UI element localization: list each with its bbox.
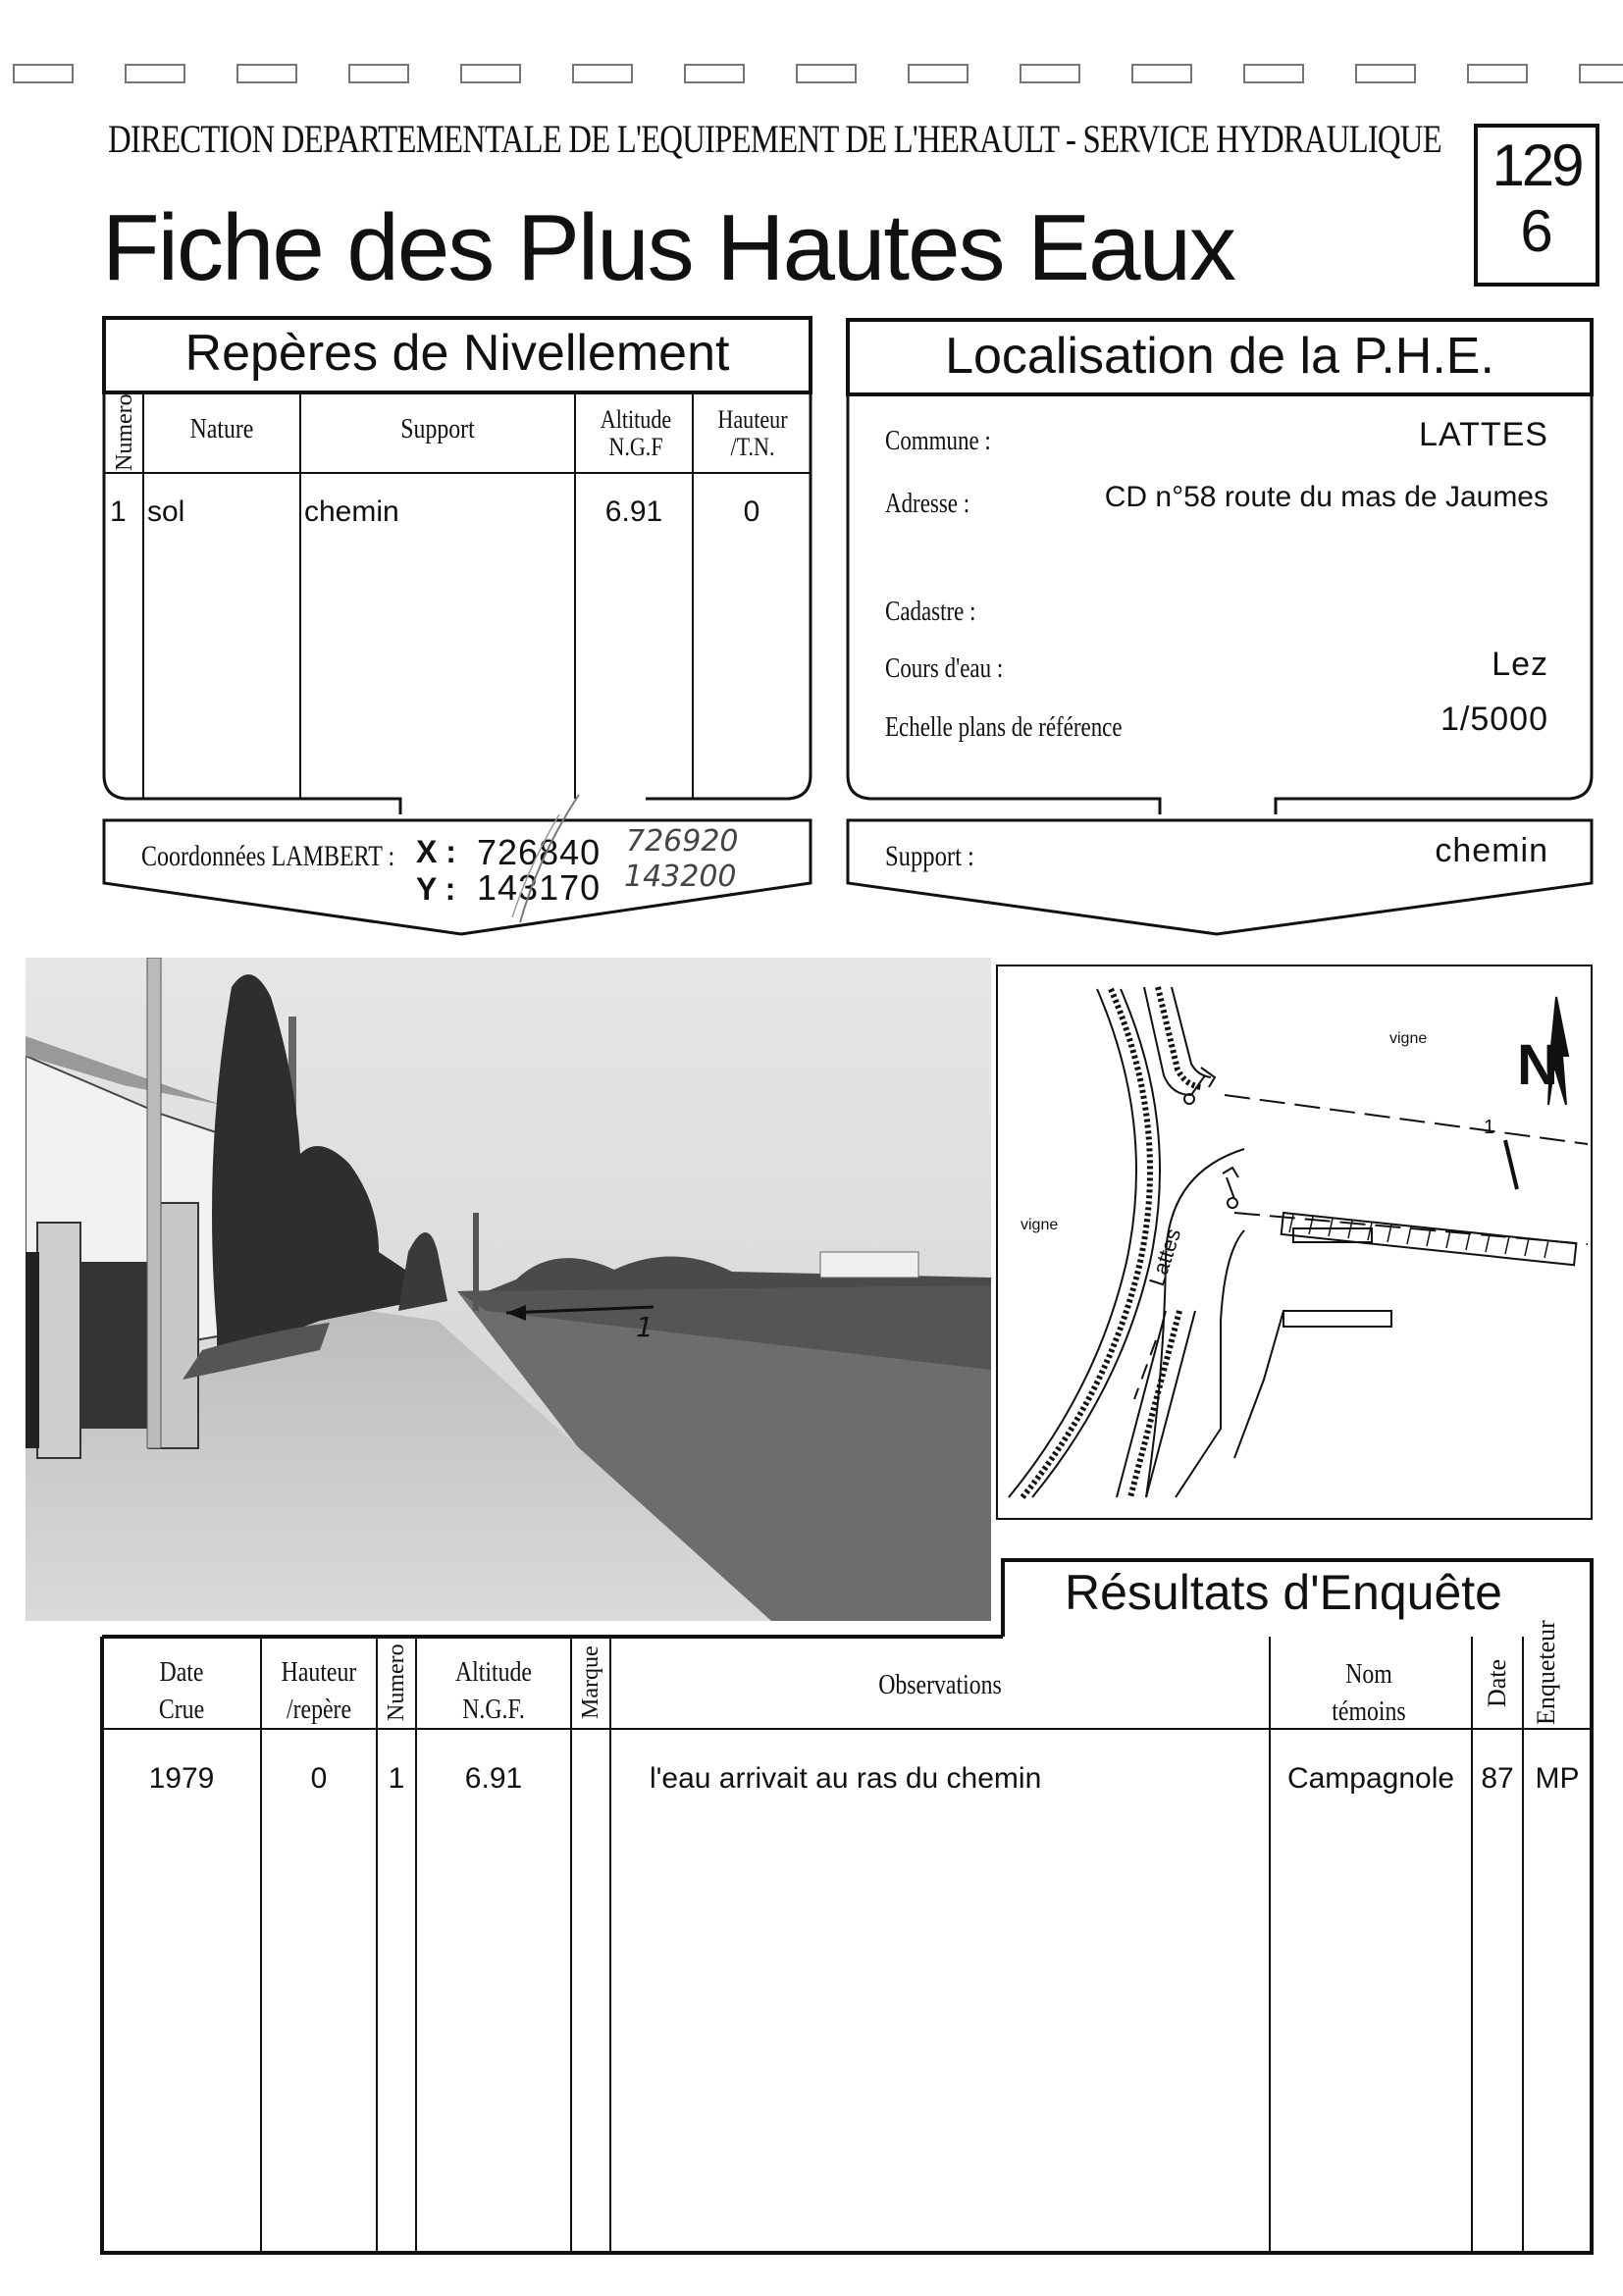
site-photo [26,958,991,1621]
localisation-title: Localisation de la P.H.E. [945,328,1494,385]
coord-x-value: 726840 [477,832,602,872]
page-title: Fiche des Plus Hautes Eaux [102,195,1234,300]
res-col-numero: Numero [384,1644,409,1722]
res-numero: 1 [388,1762,405,1795]
res-date: 87 [1481,1762,1514,1795]
res-col-date-crue: Date Crue [158,1657,205,1725]
res-col-enqueteur: Enqueteur [1532,1620,1560,1726]
support-value: chemin [1435,832,1548,869]
commune-label: Commune : [885,426,991,456]
cours-eau-label: Cours d'eau : [885,653,1004,684]
cours-eau-value: Lez [1492,646,1548,683]
res-col-hauteur: Hauteur /repère [281,1657,357,1725]
site-plan-drawing [999,967,1590,1517]
commune-value: LATTES [1419,416,1548,453]
cadastre-label: Cadastre : [885,597,976,627]
res-observations: l'eau arrivait au ras du chemin [650,1762,1042,1795]
res-hauteur: 0 [310,1762,328,1795]
fiche-sub-number: 6 [1520,198,1553,264]
adresse-value: CD n°58 route du mas de Jaumes [1104,481,1548,513]
map-label-marker: 1 [1484,1117,1495,1138]
res-nom: Campagnole [1286,1762,1455,1795]
pencil-strike [461,785,602,932]
repere-hauteur: 0 [743,496,760,528]
echelle-value: 1/5000 [1440,701,1548,738]
res-col-observations: Observations [878,1670,1002,1700]
resultats-title: Résultats d'Enquête [1065,1565,1502,1620]
col-support: Support [400,414,475,444]
res-col-nom: Nom témoins [1332,1659,1406,1727]
map-label-lattes: Lattes [1144,1225,1186,1289]
res-col-date: Date [1483,1658,1511,1707]
coordonnees-label: Coordonnées LAMBERT : [141,840,395,872]
fiche-number: 129 [1492,132,1582,198]
support-label: Support : [885,840,974,872]
map-label-vigne-top: vigne [1389,1030,1428,1047]
adresse-label: Adresse : [885,489,970,519]
coord-y-label: Y : [416,871,456,907]
photo-marker-label: 1 [636,1311,654,1343]
coord-y-value: 143170 [477,867,602,908]
col-nature: Nature [189,414,254,444]
coord-x-label: X : [416,834,456,869]
photo-road-scene [26,958,991,1621]
echelle-label: Echelle plans de référence [885,712,1123,743]
north-label: N [1517,1033,1558,1097]
repere-altitude: 6.91 [604,496,663,528]
col-hauteur: Hauteur /T.N. [717,405,788,461]
organisation-header: DIRECTION DEPARTEMENTALE DE L'EQUIPEMENT DE L'HERAULT - SERVICE HYDRAULIQUE [108,117,1441,161]
reperes-title: Repères de Nivellement [184,325,730,382]
col-altitude: Altitude N.G.F [600,405,672,461]
res-enqueteur: MP [1535,1762,1580,1795]
map-label-vigne-left: vigne [1021,1217,1059,1233]
repere-nature: sol [147,496,185,528]
res-altitude: 6.91 [464,1762,523,1795]
res-col-marque: Marque [578,1645,603,1720]
col-numero: Numero [112,393,137,471]
res-date-crue: 1979 [148,1762,215,1795]
repere-support: chemin [304,496,399,528]
repere-numero: 1 [110,496,127,528]
res-col-altitude: Altitude N.G.F. [454,1657,532,1725]
coord-y-handwritten: 143200 [624,860,737,894]
site-plan [999,967,1590,1517]
coord-x-handwritten: 726920 [626,824,739,859]
